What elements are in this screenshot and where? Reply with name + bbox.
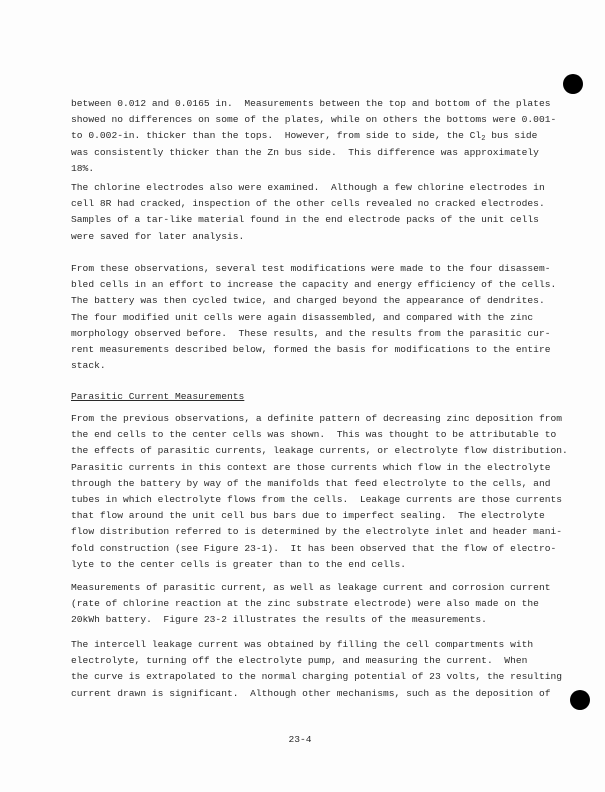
text-line <box>71 128 551 144</box>
text-line: that flow around the unit cell bus bars due to imperfect sealing. The electrolyte <box>71 510 545 522</box>
text-segment: to 0.002-in. thicker than the tops. However, from side to side, the Cl <box>71 130 482 142</box>
text-line: 18%. <box>71 162 95 174</box>
text-line: The battery was then cycled twice, and charged beyond the appearance of dendrites. <box>71 295 545 307</box>
text-line: The four modified unit cells were again disassembled, and compared with the zinc <box>71 311 534 323</box>
punch-hole-bottom <box>570 690 590 710</box>
paragraph-test-modifications <box>71 261 557 374</box>
text-line: the effects of parasitic currents, leakage currents, or electrolyte flow distribution. <box>71 445 568 457</box>
section-heading <box>71 389 551 405</box>
text-line: Measurements of parasitic current, as well as leakage current and corrosion current <box>71 582 551 593</box>
section-heading-text: Parasitic Current Measurements <box>71 391 245 402</box>
text-line: was consistently thicker than the Zn bus side. This difference was approximately <box>71 146 539 158</box>
text-line: bled cells in an effort to increase the capacity and energy efficiency of the cells. <box>71 279 557 291</box>
text-line: From these observations, several test modifications were made to the four disassem- <box>71 263 551 274</box>
text-line: tubes in which electrolyte flows from the cells. Leakage currents are those currents <box>71 493 563 505</box>
text-line: were saved for later analysis. <box>71 230 245 242</box>
paragraph-parasitic-currents <box>71 411 568 573</box>
text-line: flow distribution referred to is determined by the electrolyte inlet and header mani- <box>71 526 563 538</box>
text-line: through the battery by way of the manifolds that feed electrolyte to the cells, and <box>71 477 551 489</box>
paragraph-chlorine-electrodes <box>71 180 551 245</box>
text-line: 20kWh battery. Figure 23-2 illustrates the results of the measurements. <box>71 614 487 626</box>
text-line: Samples of a tar-like material found in the end electrode packs of the unit cells <box>71 214 539 226</box>
paragraph-intercell-leakage <box>71 637 563 702</box>
text-line: lyte to the center cells is greater than to the end cells. <box>71 558 407 570</box>
subscript: 2 <box>481 135 486 144</box>
text-line: The intercell leakage current was obtained by filling the cell compartments with <box>71 639 534 650</box>
page-number: 23-4 <box>288 734 312 745</box>
text-line: fold construction (see Figure 23-1). It has been observed that the flow of electro- <box>71 542 557 554</box>
text-line: current drawn is significant. Although other mechanisms, such as the deposition of <box>71 687 551 699</box>
text-line: (rate of chlorine reaction at the zinc substrate electrode) were also made on the <box>71 598 539 610</box>
text-line: between 0.012 and 0.0165 in. Measurements between the top and bottom of the plates <box>71 98 551 109</box>
punch-hole-top <box>563 74 583 94</box>
paragraph-measurements <box>71 580 551 629</box>
paragraph-plate-thickness <box>71 96 557 177</box>
text-line: showed no differences on some of the plates, while on others the bottoms were 0.001- <box>71 114 557 126</box>
text-line: cell 8R had cracked, inspection of the other cells revealed no cracked electrodes. <box>71 198 545 210</box>
text-line: Parasitic currents in this context are those currents which flow in the electrolyte <box>71 461 551 473</box>
text-segment: bus side <box>485 130 538 142</box>
text-line: From the previous observations, a definite pattern of decreasing zinc deposition from <box>71 413 563 424</box>
text-line: the end cells to the center cells was shown. This was thought to be attributable to <box>71 429 557 441</box>
text-line: rent measurements described below, formed the basis for modifications to the entire <box>71 343 551 355</box>
text-line: stack. <box>71 360 106 372</box>
text-line: The chlorine electrodes also were examined. Although a few chlorine electrodes in <box>71 182 545 193</box>
text-line: morphology observed before. These results, and the results from the parasitic cur- <box>71 327 551 339</box>
text-line: electrolyte, turning off the electrolyte pump, and measuring the current. When <box>71 655 528 667</box>
text-line: the curve is extrapolated to the normal charging potential of 23 volts, the resulting <box>71 671 563 683</box>
